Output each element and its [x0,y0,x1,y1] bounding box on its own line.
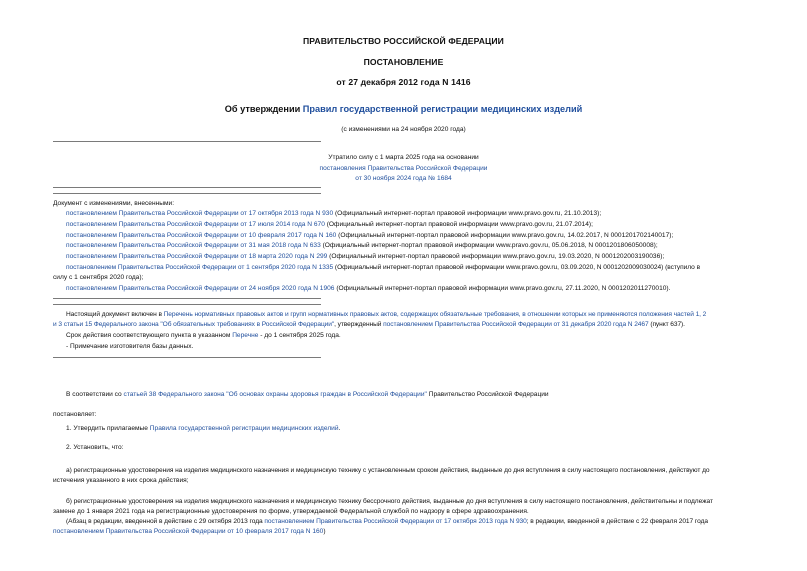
change-link[interactable]: постановлением Правительства Российской Федерации от 1 сентября 2020 года N 1335 [66,264,334,271]
divider [53,193,321,194]
edition-note: постановлением Правительства Российской Федерации от 10 февраля 2017 года N 160) [53,528,326,535]
manufacturer-note: - Примечание изготовителя базы данных. [66,343,194,350]
change-item: постановлением Правительства Российской Федерации от 1 сентября 2020 года N 1335 (Официальный интернет-портал правовой информации www.pravo.gov.ru, 03.09.2020, N 0001202009030024) (вступило в [66,264,701,271]
body-paragraph: 2. Установить, что: [66,444,124,451]
divider [53,187,321,188]
change-link[interactable]: постановлением Правительства Российской Федерации от 24 ноября 2020 года N 1906 [66,285,335,292]
note-line: Настоящий документ включен в Перечень нормативных правовых актов и групп нормативных правовых актов, содержащих обязательные требования, в отношении которых не применяются положения частей 1, 2 [66,311,707,318]
document-type: ПОСТАНОВЛЕНИЕ [363,57,444,67]
article-38-link[interactable]: статьей 38 Федерального закона "Об основах охраны здоровья граждан в Российской Федерации" [123,391,427,398]
expired-decree-number-link[interactable]: от 30 ноября 2024 года № 1684 [355,175,452,182]
list-link[interactable]: Перечне [232,332,259,339]
body-paragraph: истечения указанного в них срока действия; [53,477,189,484]
divider [53,304,321,305]
divider [53,298,321,299]
change-link[interactable]: постановлением Правительства Российской Федерации от 31 мая 2018 года N 633 [66,242,321,249]
rules-link[interactable]: Правила государственной регистрации медицинских изделий [149,425,339,432]
note-line: и 3 статьи 15 Федерального закона "Об обязательных требованиях в Российской Федерации", утвержденный постановлением Правительства Российской Федерации от 31 декабря 2020 года N 2467 (пункт 637). [53,321,685,328]
change-item: постановлением Правительства Российской Федерации от 17 октября 2013 года N 930 (Официальный интернет-портал правовой информации www.pravo.gov.ru, 21.10.2013); [66,210,602,217]
divider [53,141,321,142]
change-item: постановлением Правительства Российской Федерации от 24 ноября 2020 года N 1906 (Официальный интернет-портал правовой информации www.pravo.gov.ru, 27.11.2020, N 0001202011270010). [66,285,671,292]
body-paragraph: 1. Утвердить прилагаемые Правила государственной регистрации медицинских изделий. [66,425,341,432]
title-rules-link[interactable]: Правил государственной регистрации медицинских изделий [302,104,583,114]
body-paragraph: постановляет: [53,411,97,418]
decree-2467-link[interactable]: постановлением Правительства Российской Федерации от 31 декабря 2020 года N 2467 [383,321,649,328]
changes-intro: Документ с изменениями, внесенными: [53,200,175,207]
decree-930-link[interactable]: постановлением Правительства Российской Федерации от 17 октября 2013 года N 930 [264,518,527,525]
federal-law-link[interactable]: и 3 статьи 15 Федерального закона "Об обязательных требованиях в Российской Федерации" [53,321,335,328]
body-paragraph: замене до 1 января 2021 года на регистрационные удостоверения по форме, утверждаемой Федеральной службой по надзору в сфере здравоохранения. [53,508,529,515]
change-link[interactable]: постановлением Правительства Российской Федерации от 17 октября 2013 года N 930 [66,210,334,217]
change-item: постановлением Правительства Российской Федерации от 10 февраля 2017 года N 160 (Официальный интернет-портал правовой информации www.pravo.gov.ru, 14.02.2017, N 0001201702140017); [66,232,674,239]
change-link[interactable]: постановлением Правительства Российской Федерации от 17 июля 2014 года N 670 [66,221,325,228]
document-date-number: от 27 декабря 2012 года N 1416 [336,77,471,87]
change-link[interactable]: постановлением Правительства Российской Федерации от 10 февраля 2017 года N 160 [66,232,337,239]
requirements-list-link[interactable]: Перечень нормативных правовых актов и групп нормативных правовых актов, содержащих обязательные требования, в отношении которых не применяются положения частей 1, 2 [163,311,707,318]
body-paragraph: а) регистрационные удостоверения на изделия медицинского назначения и медицинскую технику с установленным сроком действия, выданные до дня вступления в силу настоящего постановления, действуют до [66,467,710,474]
expired-line: Утратило силу с 1 марта 2025 года на основании [328,154,479,161]
change-link[interactable]: постановлением Правительства Российской Федерации от 18 марта 2020 года N 299 [66,253,328,260]
note-line: Срок действия соответствующего пункта в указанном Перечне - до 1 сентября 2025 года. [66,332,341,339]
change-item: постановлением Правительства Российской Федерации от 31 мая 2018 года N 633 (Официальный интернет-портал правовой информации www.pravo.gov.ru, 05.06.2018, N 0001201806050008); [66,242,658,249]
document-title [0,104,807,114]
body-paragraph: б) регистрационные удостоверения на изделия медицинского назначения и медицинскую технику бессрочного действия, выданные до дня вступления в силу настоящего постановления, действительны и подлежат [66,498,713,505]
decree-160-link[interactable]: постановлением Правительства Российской Федерации от 10 февраля 2017 года N 160 [53,528,324,535]
change-item-continuation: силу с 1 сентября 2020 года); [53,274,144,281]
divider [53,357,321,358]
change-item: постановлением Правительства Российской Федерации от 18 марта 2020 года N 299 (Официальный интернет-портал правовой информации www.pravo.gov.ru, 19.03.2020, N 0001202003190036); [66,253,665,260]
change-item: постановлением Правительства Российской Федерации от 17 июля 2014 года N 670 (Официальный интернет-портал правовой информации www.pravo.gov.ru, 21.07.2014); [66,221,593,228]
expired-decree-link[interactable]: постановления Правительства Российской Федерации [319,165,488,172]
title-prefix: Об утверждении [224,104,303,114]
edition-note: (Абзац в редакции, введенной в действие с 29 октября 2013 года постановлением Правительства Российской Федерации от 17 октября 2013 года N 930; в редакции, введенной в действие с 22 февраля 2017 года [66,518,708,525]
government-heading: ПРАВИТЕЛЬСТВО РОССИЙСКОЙ ФЕДЕРАЦИИ [303,36,504,46]
body-paragraph: В соответствии со статьей 38 Федерального закона "Об основах охраны здоровья граждан в Российской Федерации" Правительство Российской Федерации [66,391,549,398]
amended-note: (с изменениями на 24 ноября 2020 года) [341,126,466,133]
